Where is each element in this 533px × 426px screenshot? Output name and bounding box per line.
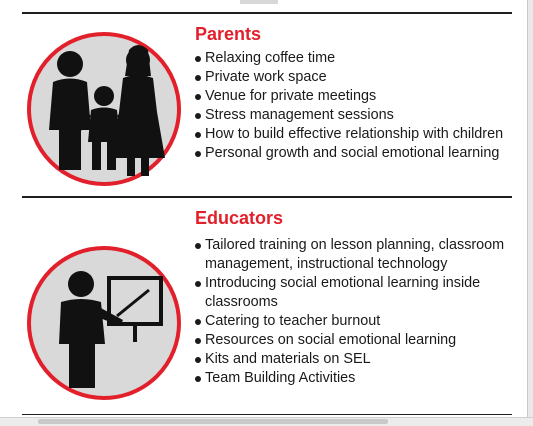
top-divider <box>22 12 512 14</box>
top-scroll-thumb <box>240 0 278 4</box>
list-item: Personal growth and social emotional learning <box>195 144 520 163</box>
list-item: Resources on social emotional learning <box>195 331 520 350</box>
list-item: Team Building Activities <box>195 369 520 388</box>
educators-heading: Educators <box>195 208 284 228</box>
parents-list <box>195 49 520 163</box>
list-item: Kits and materials on SEL <box>195 350 520 369</box>
scrollbar-thumb[interactable] <box>38 419 388 424</box>
parents-heading: Parents <box>195 24 262 44</box>
list-item: Private work space <box>195 68 520 87</box>
vertical-scrollbar[interactable] <box>527 0 533 425</box>
family-icon <box>25 30 183 188</box>
list-item: Stress management sessions <box>195 106 520 125</box>
list-item: Tailored training on lesson planning, classroom management, instructional technology <box>195 236 520 274</box>
bottom-divider <box>22 414 512 415</box>
list-item: How to build effective relationship with children <box>195 125 520 144</box>
list-item: Introducing social emotional learning inside classrooms <box>195 274 520 312</box>
list-item: Relaxing coffee time <box>195 49 520 68</box>
section-divider <box>22 196 512 198</box>
list-item: Catering to teacher burnout <box>195 312 520 331</box>
list-item: Venue for private meetings <box>195 87 520 106</box>
teacher-at-board-icon <box>25 244 183 402</box>
educators-list <box>195 236 520 388</box>
